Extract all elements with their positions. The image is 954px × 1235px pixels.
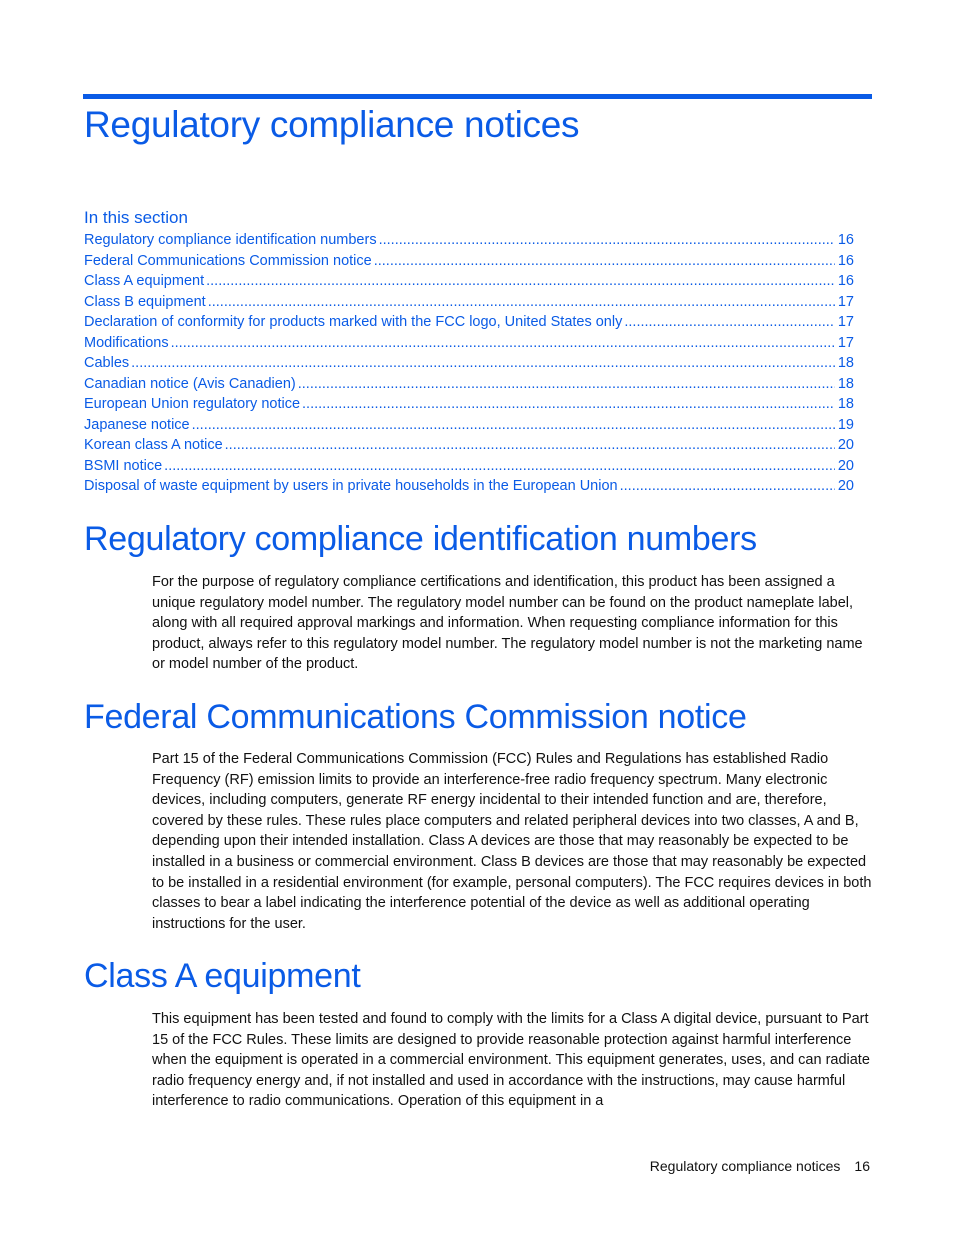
toc-item-label: Japanese notice xyxy=(84,416,190,433)
toc-item-page: 20 xyxy=(837,478,854,494)
toc-dot-leader xyxy=(298,374,835,395)
toc-item-canadian-notice[interactable] xyxy=(84,374,854,395)
toc-item-disposal-of-waste[interactable] xyxy=(84,476,854,497)
toc-item-class-a-equipment[interactable] xyxy=(84,271,854,292)
toc-dot-leader xyxy=(208,292,835,313)
toc-item-label: Class B equipment xyxy=(84,293,206,310)
toc-item-label: Regulatory compliance identification numbers xyxy=(84,232,377,248)
section-body-fcc-notice: Part 15 of the Federal Communications Commission (FCC) Rules and Regulations has established Radio Frequency (RF) emission limits to provide an interference-free radio frequency spectrum. Many electronic devices, including computers, generate RF energy incidental to their intended function and are, therefore, covered by these rules. These rules place computers and related peripheral devices into two classes, A and B, depending upon their intended installation. Class A devices are those that may reasonably be expected to be installed in a business or commercial environment. Class B devices are those that may reasonably be expected to be installed in a residential environment (for example, personal computers). The FCC requires devices in both classes to bear a label indicating the interference potential of the device as well as additional operating instructions for the user. xyxy=(152,751,872,932)
toc-item-eu-regulatory-notice[interactable] xyxy=(84,394,854,415)
toc-dot-leader xyxy=(164,456,835,477)
toc-list xyxy=(84,230,854,497)
toc-item-label: Korean class A notice xyxy=(84,437,223,453)
toc-item-page: 16 xyxy=(837,273,854,289)
toc-dot-leader xyxy=(302,394,835,415)
toc-dot-leader xyxy=(171,333,835,354)
toc-dot-leader xyxy=(192,415,835,436)
toc-item-page: 19 xyxy=(837,416,854,433)
toc-dot-leader xyxy=(131,353,835,374)
toc-dot-leader xyxy=(624,312,835,333)
toc-item-page: 18 xyxy=(837,375,854,392)
toc-item-label: BSMI notice xyxy=(84,457,163,474)
toc-item-class-b-equipment[interactable] xyxy=(84,292,854,313)
section-title-regulatory-id-numbers: Regulatory compliance identification numbers xyxy=(84,520,757,558)
toc-item-korean-class-a-notice[interactable] xyxy=(84,435,854,456)
toc-item-fcc-notice[interactable] xyxy=(84,251,854,272)
top-rule xyxy=(83,94,872,99)
toc-item-page: 17 xyxy=(837,293,854,310)
toc-item-label: Class A equipment xyxy=(84,273,205,289)
toc-item-page: 17 xyxy=(837,334,854,351)
toc-item-label: Disposal of waste equipment by users in private households in the European Union xyxy=(84,478,618,494)
toc-dot-leader xyxy=(206,271,835,292)
section-title-fcc-notice: Federal Communications Commission notice xyxy=(84,698,747,736)
toc-dot-leader xyxy=(225,435,835,456)
toc-item-page: 16 xyxy=(837,252,854,269)
toc-item-page: 18 xyxy=(837,355,854,371)
toc-heading: In this section xyxy=(84,208,188,227)
toc-item-label: Modifications xyxy=(84,334,169,351)
toc-item-label: European Union regulatory notice xyxy=(84,396,301,412)
toc-item-page: 20 xyxy=(837,437,854,453)
toc-item-declaration-of-conformity[interactable] xyxy=(84,312,854,333)
toc-item-label: Canadian notice (Avis Canadien) xyxy=(84,375,296,392)
chapter-title: Regulatory compliance notices xyxy=(84,104,580,145)
toc-dot-leader xyxy=(374,251,835,272)
toc-item-bsmi-notice[interactable] xyxy=(84,456,854,477)
toc-item-label: Federal Communications Commission notice xyxy=(84,252,372,269)
footer-title: Regulatory compliance notices xyxy=(649,1158,841,1174)
footer-page-number: 16 xyxy=(854,1158,870,1174)
toc-item-regulatory-id-numbers[interactable] xyxy=(84,230,854,251)
toc-dot-leader xyxy=(379,230,835,251)
toc-item-label: Declaration of conformity for products marked with the FCC logo, United States only xyxy=(84,314,623,330)
page-footer xyxy=(650,1158,870,1174)
toc-item-page: 20 xyxy=(837,457,854,474)
toc-item-japanese-notice[interactable] xyxy=(84,415,854,436)
toc-item-page: 16 xyxy=(837,232,854,248)
toc-item-modifications[interactable] xyxy=(84,333,854,354)
toc-item-page: 18 xyxy=(837,396,854,412)
section-body-regulatory-id-numbers: For the purpose of regulatory compliance certifications and identification, this product has been assigned a unique regulatory model number. The regulatory model number can be found on the product nameplate label, along with all required approval markings and information. When requesting compliance information for this product, always refer to this regulatory model number. The regulatory model number is not the marketing name or model number of the product. xyxy=(152,574,863,673)
section-body-class-a-equipment: This equipment has been tested and found to comply with the limits for a Class A digital device, pursuant to Part 15 of the FCC Rules. These limits are designed to provide reasonable protection against harmful interference when the equipment is operated in a commercial environment. This equipment generates, uses, and can radiate radio frequency energy and, if not installed and used in accordance with the instructions, may cause harmful interference to radio communications. Operation of this equipment in a xyxy=(152,1011,870,1110)
toc-item-cables[interactable] xyxy=(84,353,854,374)
toc-item-page: 17 xyxy=(837,314,854,330)
toc-item-label: Cables xyxy=(84,355,130,371)
section-title-class-a-equipment: Class A equipment xyxy=(84,957,361,995)
toc-dot-leader xyxy=(620,476,835,497)
